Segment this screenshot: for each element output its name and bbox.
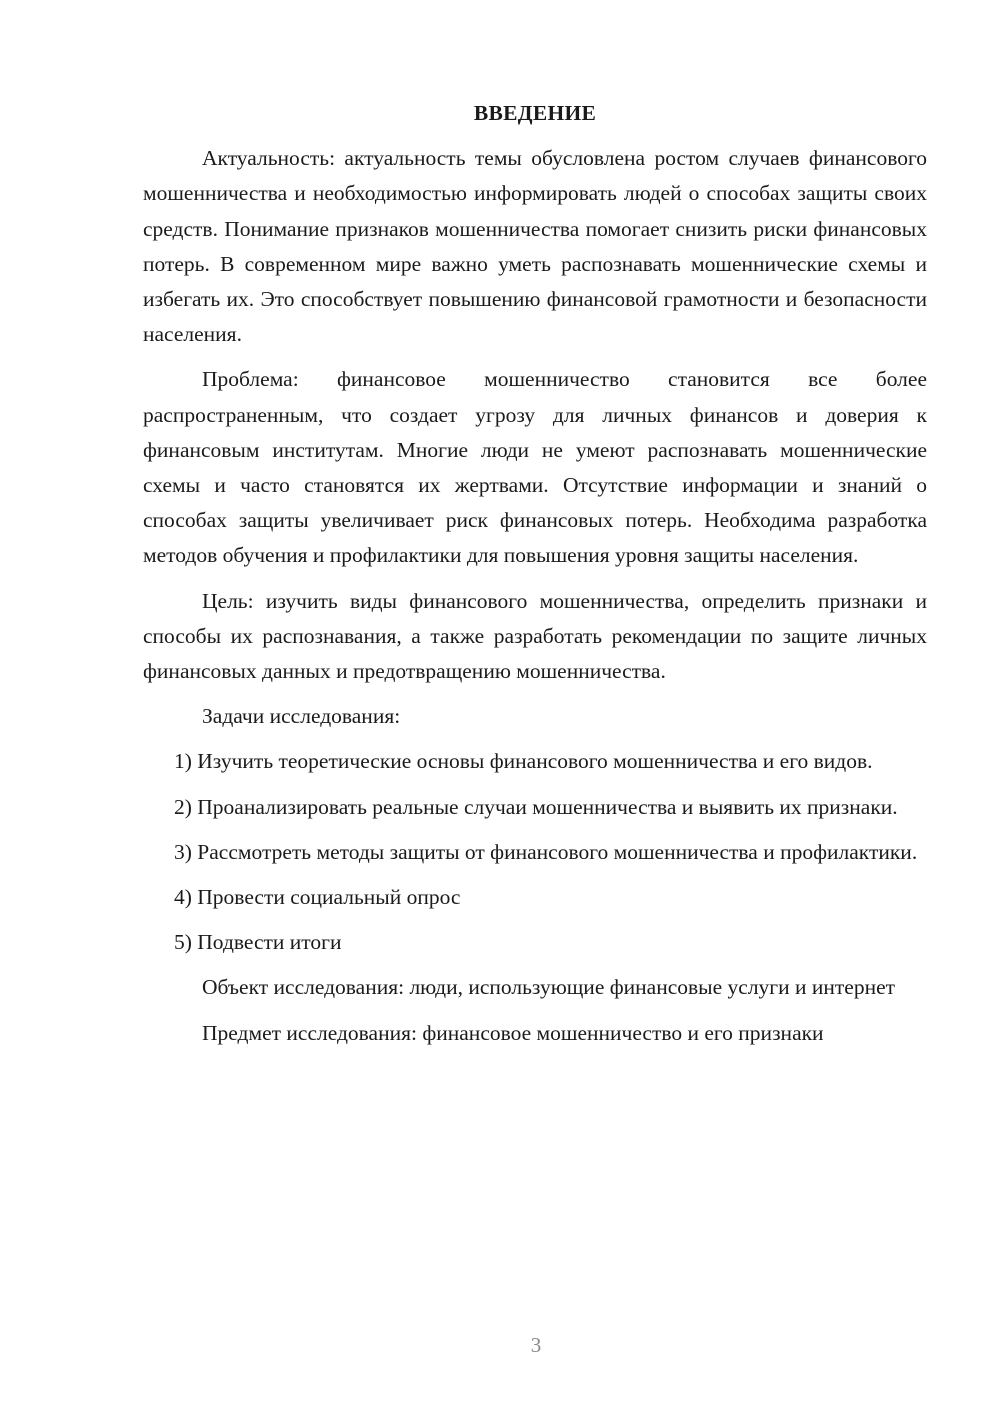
task-item: 4) Провести социальный опрос: [174, 885, 461, 910]
paragraph-relevance: Актуальность: актуальность темы обусловлена ростом случаев финансового мошенничества и необходимостью информировать людей о способах защиты своих средств. Понимание признаков мошенничества помогает снизить риски финансовых потерь. В современном мире важно уметь распознавать мошеннические схемы и избегать их. Это способствует повышению финансовой грамотности и безопасности населения.: [143, 146, 927, 347]
task-item: 1) Изучить теоретические основы финансового мошенничества и его видов.: [174, 749, 873, 774]
paragraph-problem: Проблема: финансовое мошенничество становится все более распространенным, что создает угрозу для личных финансов и доверия к финансовым институтам. Многие люди не умеют распознавать мошеннические схемы и часто становятся их жертвами. Отсутствие информации и знаний о способах защиты увеличивает риск финансовых потерь. Необходима разработка методов обучения и профилактики для повышения уровня защиты населения.: [143, 367, 927, 568]
task-item: 3) Рассмотреть методы защиты от финансового мошенничества и профилактики.: [174, 839, 918, 864]
paragraph-subject: Предмет исследования: финансовое мошенничество и его признаки: [202, 1020, 824, 1045]
paragraph-goal: Цель: изучить виды финансового мошенничества, определить признаки и способы их распознавания, а также разработать рекомендации по защите личных финансовых данных и предотвращению мошенничества.: [143, 588, 927, 684]
task-item: 5) Подвести итоги: [174, 930, 342, 955]
paragraph-object: Объект исследования: люди, использующие финансовые услуги и интернет: [202, 975, 896, 1000]
document-page: [143, 96, 927, 1061]
tasks-heading: Задачи исследования:: [202, 704, 401, 729]
section-title: ВВЕДЕНИЕ: [473, 101, 597, 125]
task-item: 2) Проанализировать реальные случаи мошенничества и выявить их признаки.: [174, 794, 898, 819]
page-number: 3: [530, 1333, 542, 1357]
